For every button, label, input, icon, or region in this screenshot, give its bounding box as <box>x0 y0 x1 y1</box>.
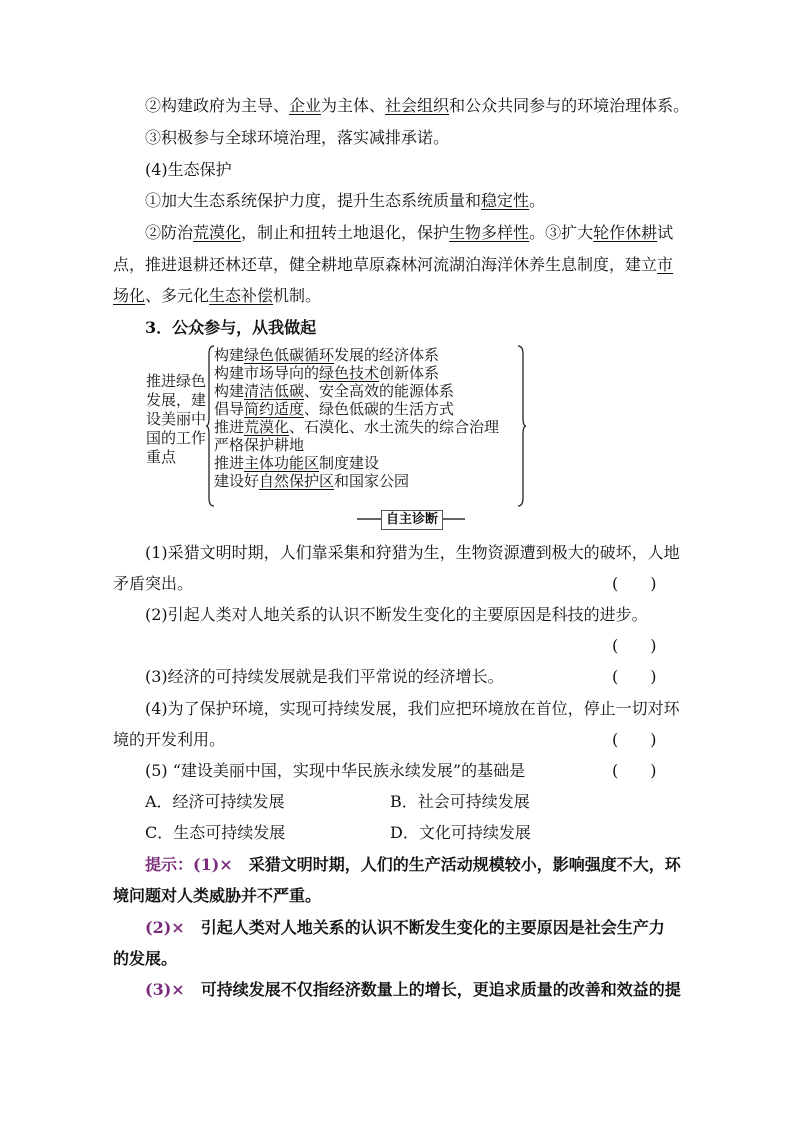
diagram-item <box>214 364 439 382</box>
answer-blank: ( ) <box>612 574 657 593</box>
diagram-item <box>214 454 379 472</box>
underlined-term: 简约适度 <box>244 400 305 418</box>
underlined-term: 生态补偿 <box>209 286 274 305</box>
text: 引起人类对人地关系的认识不断发生变化的主要原因是社会生产力 <box>184 918 665 937</box>
diagram-topic: 推进绿色发展，建设美丽中国的工作重点 <box>146 372 207 466</box>
underlined-term: 荒漠化 <box>244 418 290 436</box>
option-b: B．社会可持续发展 <box>390 792 530 811</box>
text: 推进 <box>214 418 245 436</box>
text: 。 <box>529 191 546 210</box>
question-4: (4)为了保护环境，实现可持续发展，我们应把环境放在首位，停止一切对环 <box>145 699 680 718</box>
answer-number: (3) <box>145 980 172 999</box>
question-3: (3)经济的可持续发展就是我们平常说的经济增长。 <box>145 667 504 686</box>
self-diagnosis-banner <box>357 510 465 528</box>
underlined-term: 企业 <box>289 96 322 115</box>
hint-answer-2-cont: 的发展。 <box>113 949 178 968</box>
diagram-item <box>214 472 409 490</box>
text: ①加大生态系统保护力度，提升生态系统质量和 <box>145 191 482 210</box>
text: 和公众共同参与的环境治理体系。 <box>449 96 690 115</box>
question-1-cont: 矛盾突出。 <box>113 574 194 593</box>
text: 点，推进退耕还林还草，健全耕地草原森林河流湖泊海洋休养生息制度，建立 <box>113 255 658 274</box>
answer-blank: ( ) <box>612 761 657 780</box>
paragraph-continuation <box>113 255 673 275</box>
text: 、绿色低碳的生活方式 <box>304 400 455 418</box>
text: 采猎文明时期，人们的生产活动规模较小，影响强度不大，环 <box>232 855 681 874</box>
answer-blank: ( ) <box>612 730 657 749</box>
cross-icon: × <box>171 918 185 937</box>
cross-icon: × <box>219 855 233 874</box>
text: 倡导 <box>214 400 245 418</box>
cross-icon: × <box>171 980 185 999</box>
diagram-item <box>214 382 454 400</box>
paragraph-eco-compensation <box>113 286 321 306</box>
underlined-term: 绿色技术 <box>319 364 380 382</box>
text: 和国家公园 <box>334 472 410 490</box>
text: 创新体系 <box>379 364 440 382</box>
answer-number: (1) <box>193 855 220 874</box>
text: 机制。 <box>273 286 322 305</box>
text: 构建市场导向的 <box>214 364 320 382</box>
underlined-term: 主体功能区 <box>244 454 320 472</box>
underlined-term: 自然保护区 <box>259 472 335 490</box>
underlined-term: 市 <box>657 255 674 274</box>
answer-number: (2) <box>145 918 172 937</box>
text: 构建 <box>214 346 245 364</box>
underlined-term: 荒漠化 <box>193 223 242 242</box>
hint-label: 提示： <box>145 855 194 874</box>
diagram-item <box>214 436 304 454</box>
hint-answer-2 <box>145 918 665 938</box>
text: 严格保护耕地 <box>214 436 305 454</box>
underlined-term: 绿色低碳循环 <box>244 346 335 364</box>
text: 建设好 <box>214 472 260 490</box>
right-brace-icon <box>516 344 526 508</box>
text: 可持续发展不仅指经济数量上的增长，更追求质量的改善和效益的提 <box>184 980 681 999</box>
diagram-item <box>214 346 439 364</box>
hint-answer-1-cont: 境问题对人类威胁并不严重。 <box>113 886 322 905</box>
text: 、石漠化、水土流失的综合治理 <box>289 418 500 436</box>
option-d: D．文化可持续发展 <box>390 823 531 842</box>
underlined-term: 稳定性 <box>481 191 530 210</box>
question-2: (2)引起人类对人地关系的认识不断发生变化的主要原因是科技的进步。 <box>145 605 648 624</box>
answer-blank: ( ) <box>612 667 657 686</box>
option-a: A．经济可持续发展 <box>145 792 285 811</box>
paragraph-governance-system <box>145 96 689 116</box>
question-5: (5) “建设美丽中国，实现中华民族永续发展”的基础是 <box>145 761 526 780</box>
underlined-term: 轮作休耕 <box>593 223 658 242</box>
text: 推进 <box>214 454 245 472</box>
diagram-item <box>214 400 454 418</box>
text: 、多元化 <box>145 286 210 305</box>
underlined-term: 清洁低碳 <box>244 382 305 400</box>
paragraph-desertification <box>145 223 673 243</box>
text: ，制止和扭转土地退化，保护 <box>241 223 450 242</box>
text: 为主体、 <box>321 96 386 115</box>
text: 试 <box>657 223 674 242</box>
question-1: (1)采猎文明时期，人们靠采集和狩猎为生，生物资源遭到极大的破坏，人地 <box>145 543 680 562</box>
underlined-term: 场化 <box>113 286 146 305</box>
text: ②防治 <box>145 223 194 242</box>
paragraph-global-governance: ③积极参与全球环境治理，落实减排承诺。 <box>145 128 450 147</box>
section-heading-public-participation: 3．公众参与，从我做起 <box>145 318 317 337</box>
underlined-term: 生物多样性 <box>449 223 530 242</box>
diagram-item <box>214 418 499 436</box>
paragraph-ecosystem-protection <box>145 191 545 211</box>
answer-blank: ( ) <box>612 636 657 655</box>
text: 。③扩大 <box>529 223 594 242</box>
underlined-term: 社会组织 <box>385 96 450 115</box>
banner-label: 自主诊断 <box>381 510 443 530</box>
text: 发展的经济体系 <box>334 346 440 364</box>
text: ②构建政府为主导、 <box>145 96 290 115</box>
text: 构建 <box>214 382 245 400</box>
subheading-ecological-protection: (4)生态保护 <box>145 160 232 179</box>
text: 、安全高效的能源体系 <box>304 382 455 400</box>
option-c: C．生态可持续发展 <box>145 823 286 842</box>
text: 制度建设 <box>319 454 380 472</box>
hint-answer-1 <box>145 855 681 875</box>
question-4-cont: 境的开发利用。 <box>113 730 226 749</box>
hint-answer-3 <box>145 980 681 1000</box>
